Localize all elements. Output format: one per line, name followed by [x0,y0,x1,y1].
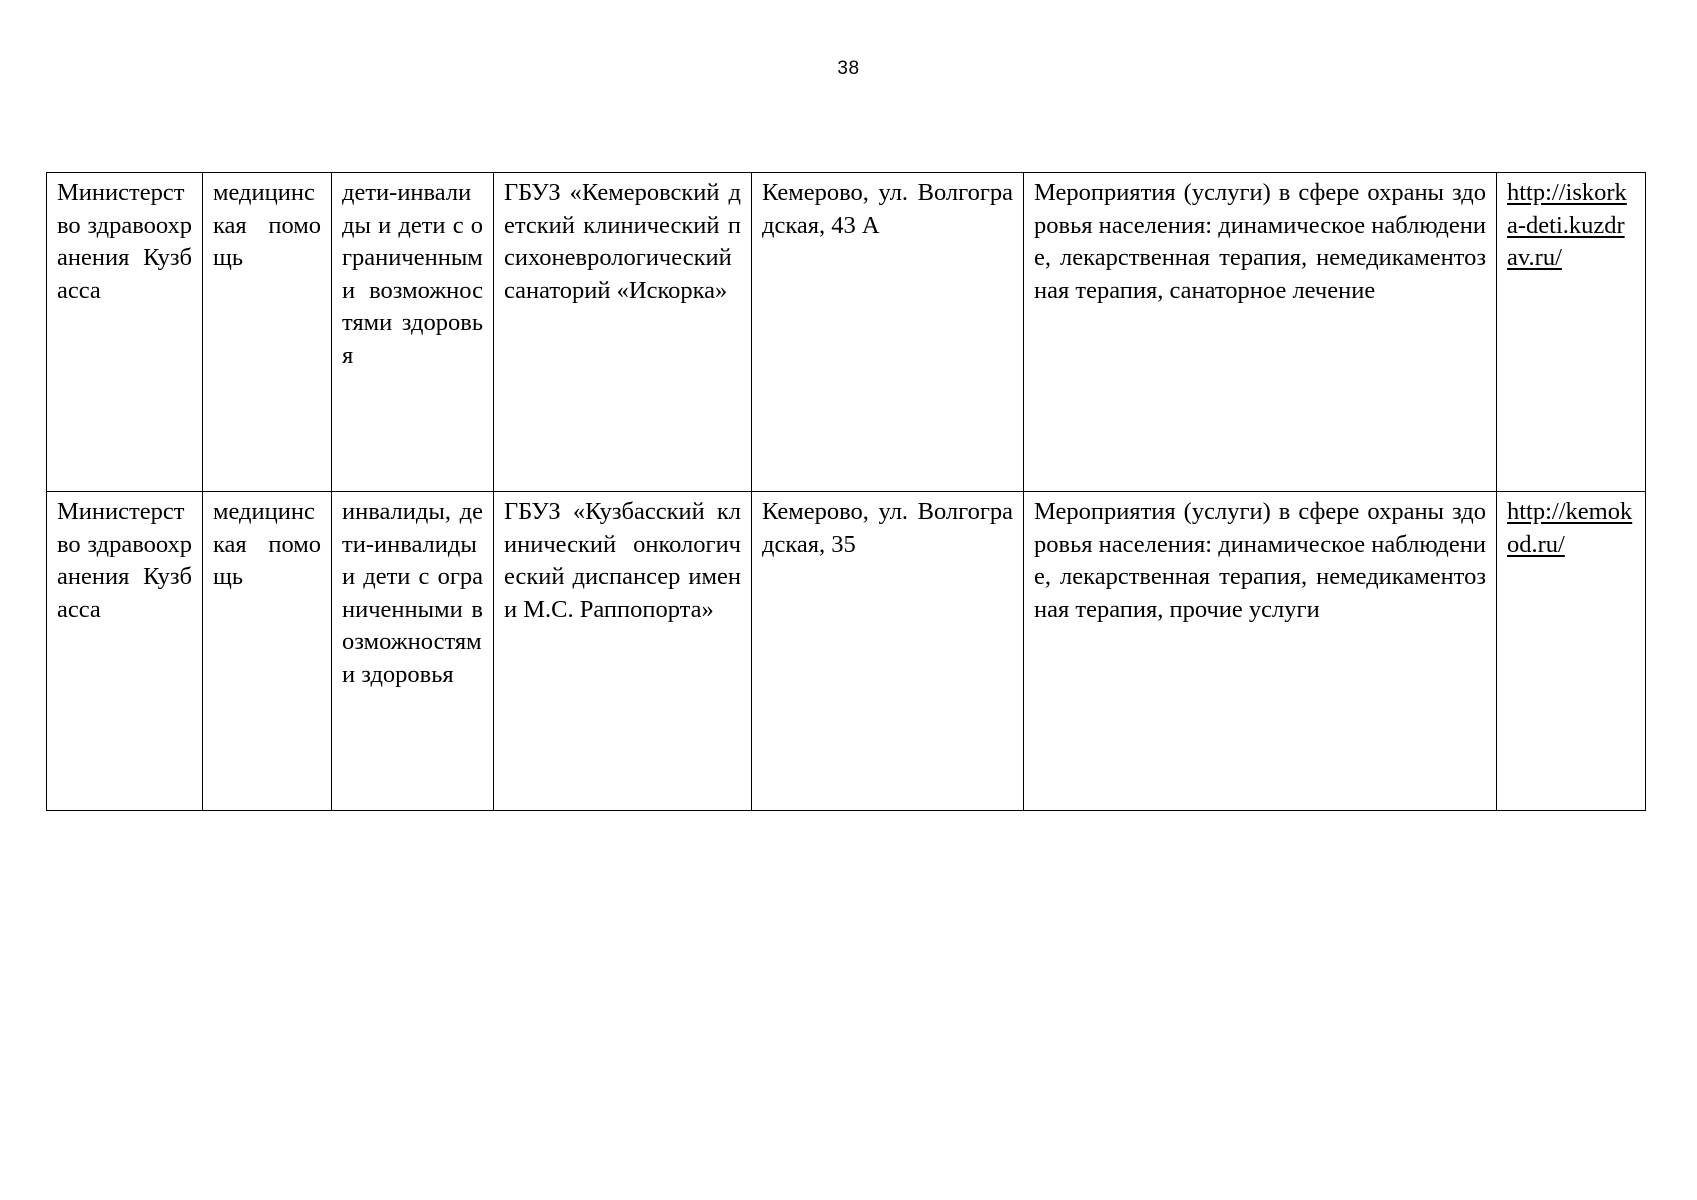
address-text: Кемерово, ул. Волгоградская, 35 [762,498,1013,558]
target-group-text: инвалиды, дети-инвалиды и дети с ограниченными возможностями здоровья [342,498,483,688]
website-link[interactable]: http://iskorka-deti.kuzdrav.ru/ [1507,179,1627,271]
ministry-cell [47,173,203,492]
services-cell [1024,492,1497,811]
website-cell [1497,173,1646,492]
table-row [47,492,1646,811]
service-type-cell [203,173,332,492]
address-cell [752,492,1024,811]
services-text: Мероприятия (услуги) в сфере охраны здоровья населения: динамическое наблюдение, лекарственная терапия, немедикаментозная терапия, санаторное лечение [1034,179,1486,304]
organization-text: ГБУЗ «Кузбасский клинический онкологический диспансер имени М.С. Раппопорта» [504,498,741,623]
ministry-cell [47,492,203,811]
page-number: 38 [837,58,860,79]
target-group-text: дети-инвалиды и дети с ограниченными возможностями здоровья [342,179,483,369]
services-table [46,172,1646,811]
target-group-cell [332,492,494,811]
address-text: Кемерово, ул. Волгоградская, 43 А [762,179,1013,239]
services-text: Мероприятия (услуги) в сфере охраны здоровья населения: динамическое наблюдение, лекарственная терапия, немедикаментозная терапия, прочие услуги [1034,498,1486,623]
services-cell [1024,173,1497,492]
organization-cell [494,173,752,492]
organization-cell [494,492,752,811]
service-type-cell [203,492,332,811]
organization-text: ГБУЗ «Кемеровский детский клинический психоневрологический санаторий «Искорка» [504,179,741,304]
service-type-text: медицинская помощь [213,498,321,590]
table-row [47,173,1646,492]
ministry-text: Министерство здравоохранения Кузбасса [57,179,192,304]
website-cell [1497,492,1646,811]
service-type-text: медицинская помощь [213,179,321,271]
target-group-cell [332,173,494,492]
website-link[interactable]: http://kemokod.ru/ [1507,498,1633,558]
ministry-text: Министерство здравоохранения Кузбасса [57,498,192,623]
address-cell [752,173,1024,492]
